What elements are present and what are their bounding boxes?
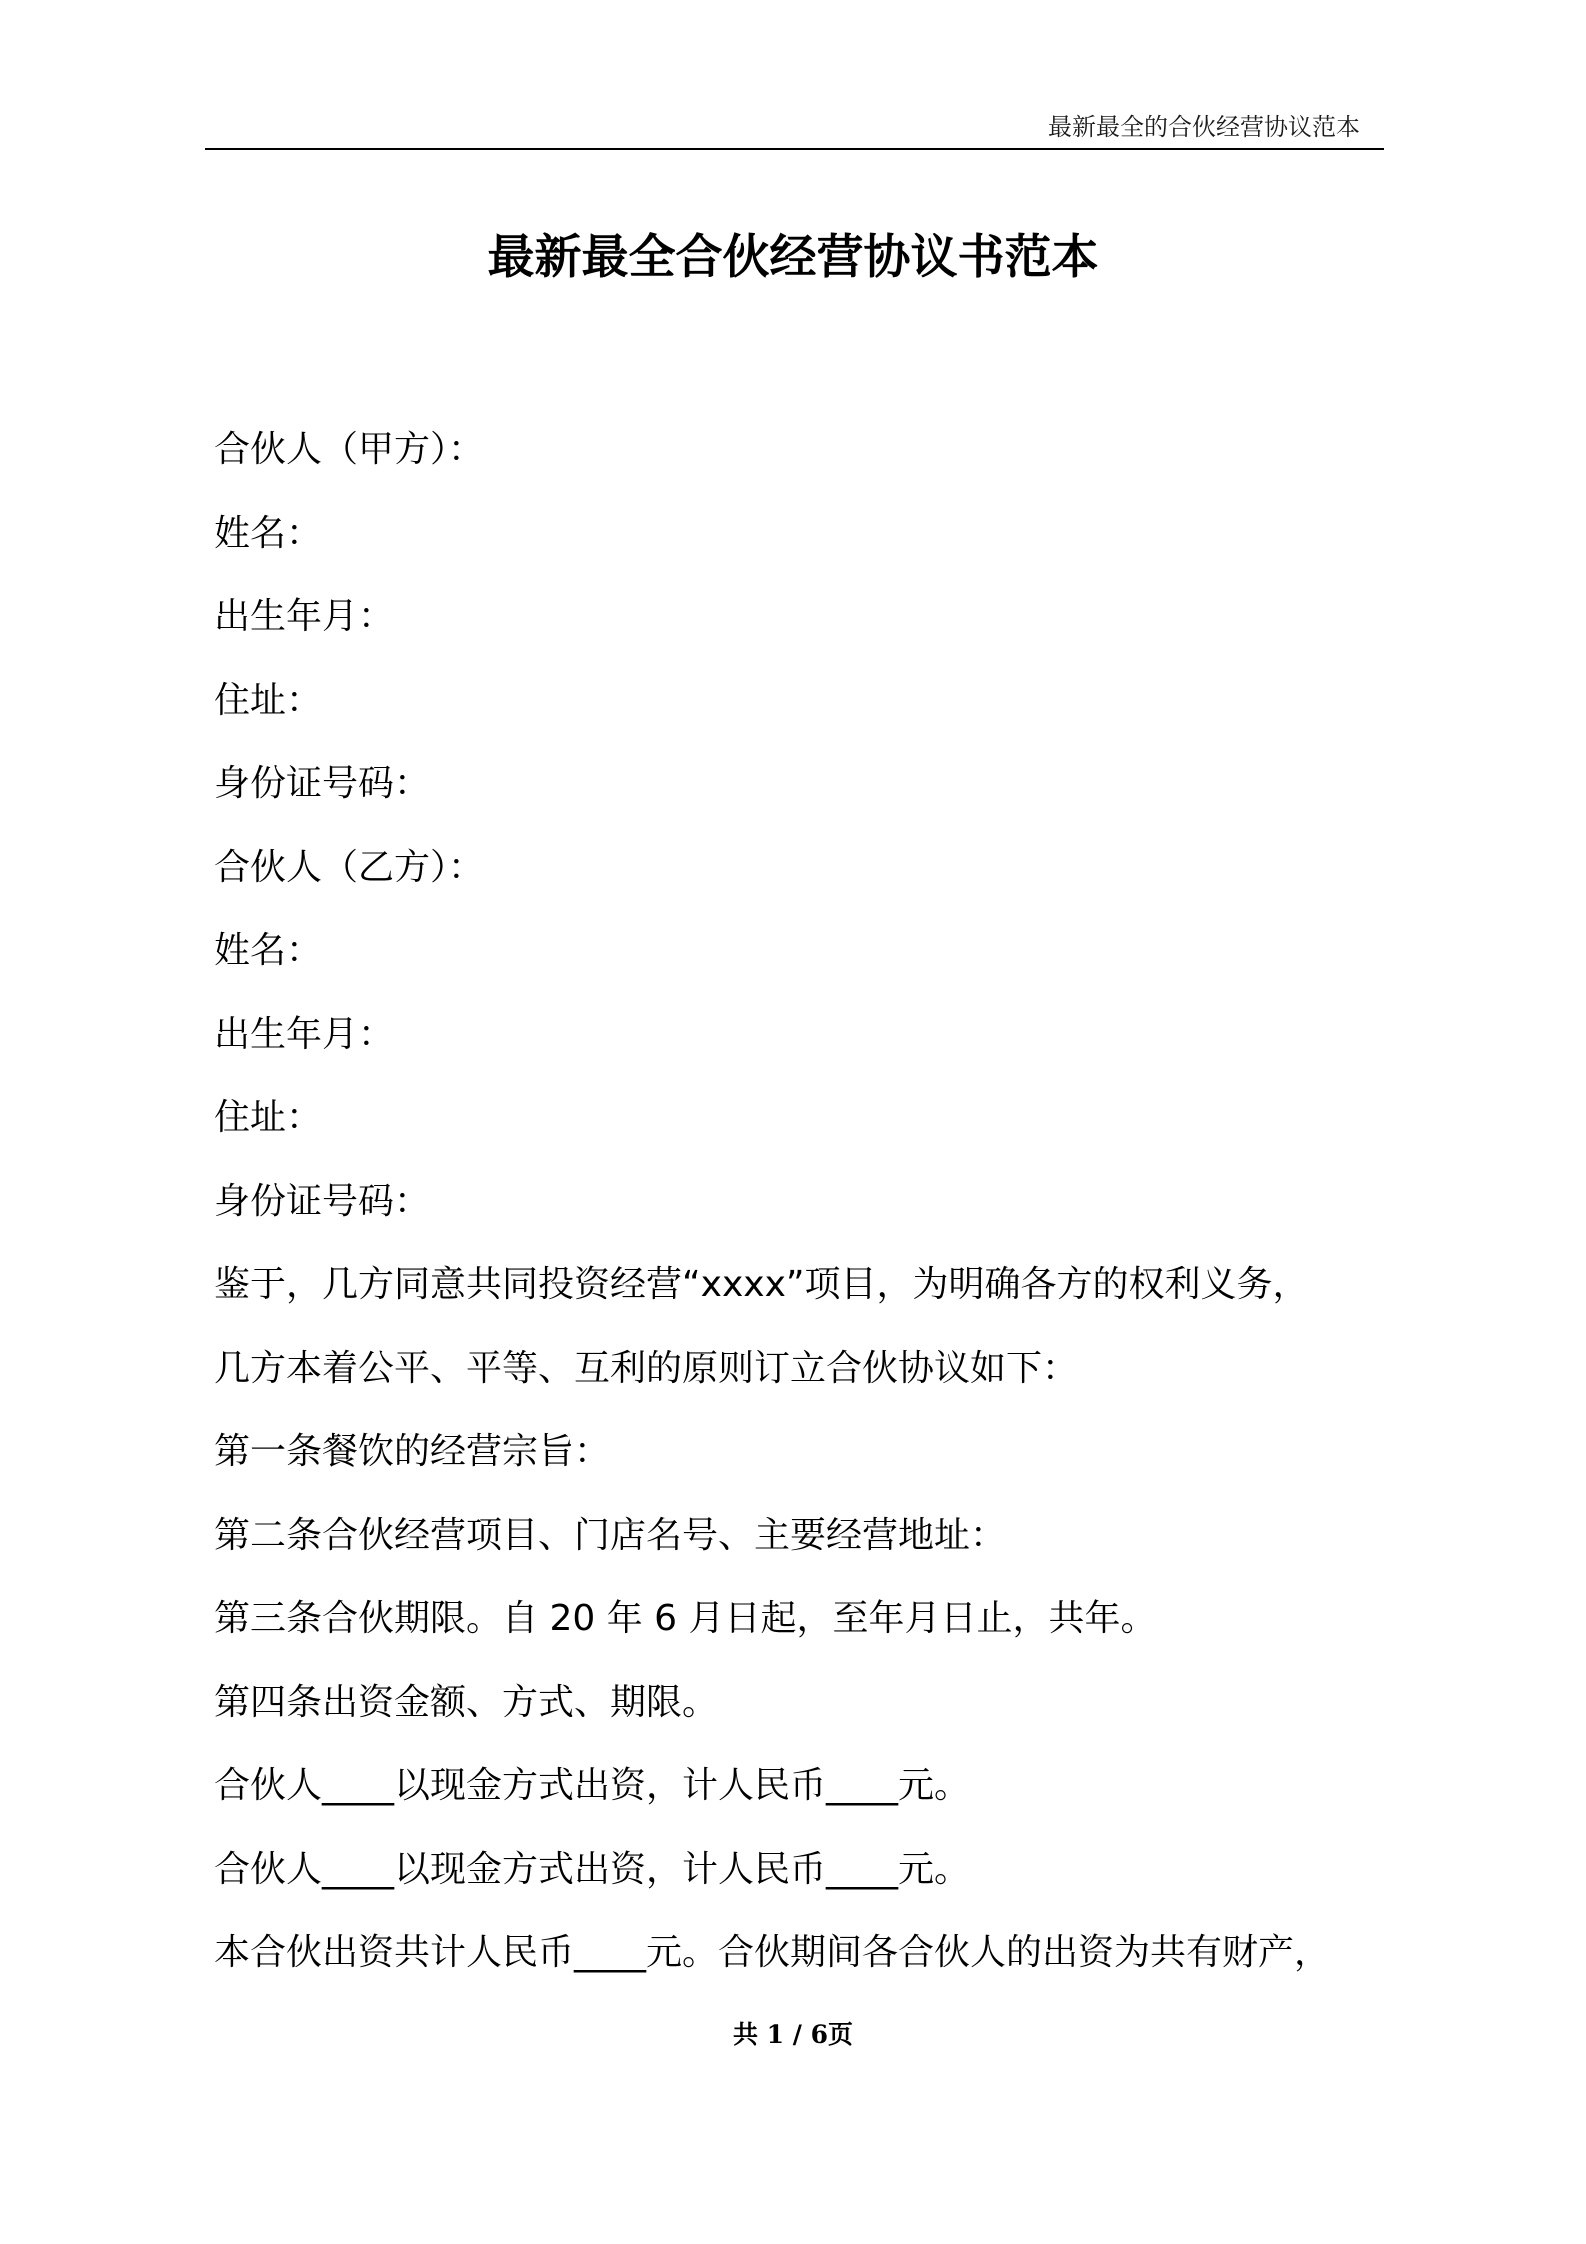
party-b-id-field: 身份证号码：: [214, 1180, 431, 1222]
party-b-address-field: 住址：: [214, 1097, 323, 1138]
preamble-line-2: 几方本着公平、平等、互利的原则订立合伙协议如下：: [214, 1347, 1079, 1389]
header-title: 最新最全的合伙经营协议范本: [1048, 113, 1360, 141]
party-a-name-field: 姓名：: [214, 512, 323, 554]
article-3: 第三条合伙期限。自 20 年 6 月日起，至年月日止，共年。: [214, 1598, 1157, 1639]
party-b-name-field: 姓名：: [214, 930, 323, 971]
party-a-birth-field: 出生年月：: [214, 596, 395, 637]
party-b-heading: 合伙人（乙方）：: [214, 846, 485, 888]
article-2: 第二条合伙经营项目、门店名号、主要经营地址：: [214, 1514, 1007, 1556]
page-number: 共 1 / 6页: [732, 2020, 854, 2049]
party-a-address-field: 住址：: [214, 679, 323, 721]
preamble-line-1: 鉴于，几方同意共同投资经营“xxxx”项目，为明确各方的权利义务，: [214, 1264, 1309, 1305]
contribution-line-2: 合伙人____以现金方式出资，计人民币____元。: [214, 1848, 971, 1890]
party-a-id-field: 身份证号码：: [214, 763, 431, 804]
document-body: [214, 420, 1394, 2007]
article-4: 第四条出资金额、方式、期限。: [214, 1681, 719, 1723]
article-1: 第一条餐饮的经营宗旨：: [214, 1431, 611, 1472]
page-header: [205, 100, 1384, 150]
party-a-heading: 合伙人（甲方）：: [214, 429, 485, 470]
contribution-line-1: 合伙人____以现金方式出资，计人民币____元。: [214, 1765, 971, 1806]
contribution-total-line: 本合伙出资共计人民币____元。合伙期间各合伙人的出资为共有财产，: [214, 1932, 1331, 1973]
document-title: 最新最全合伙经营协议书范本: [487, 230, 1099, 285]
party-b-birth-field: 出生年月：: [214, 1013, 395, 1055]
